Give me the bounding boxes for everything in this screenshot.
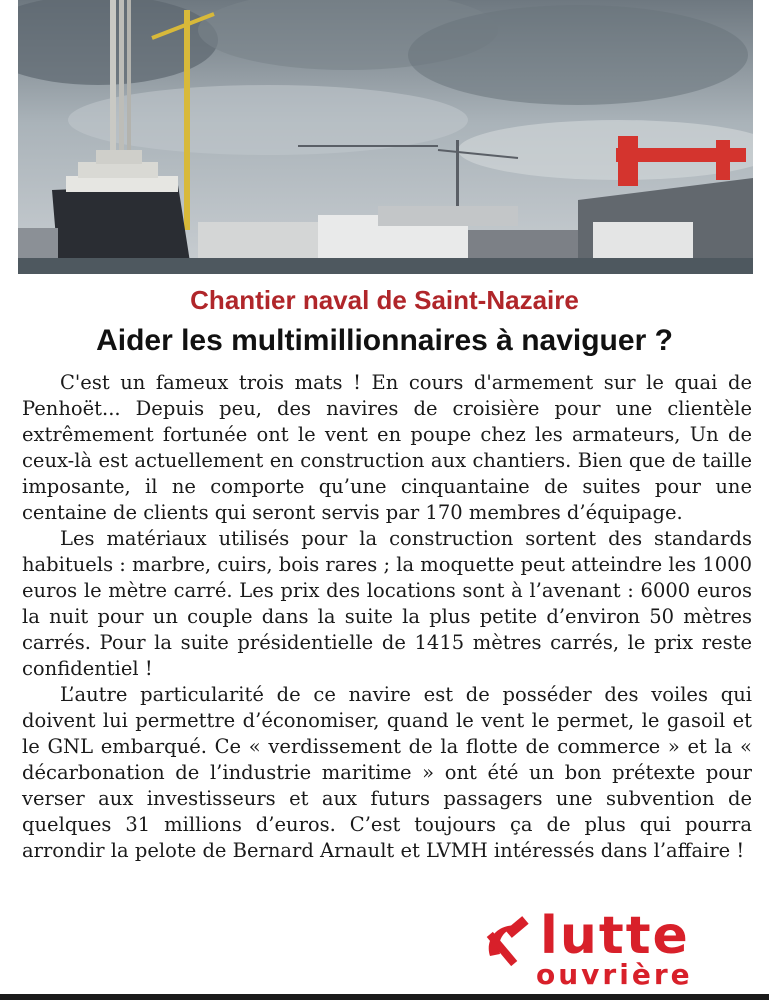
lutte-ouvriere-logo [478, 906, 758, 994]
article-paragraph: Les matériaux utilisés pour la construction sortent des standards habituels : marbre, cuirs, bois rares ; la moquette peut atteindre les 1000 euros le mètre carré. Les prix des locations sont à l’avenant : 6000 euros la nuit pour un couple dans la suite la plus petite d’environ 50 mètres carrés. Pour la suite présidentielle de 1415 mètres carrés, le prix reste confidentiel ! [22, 527, 752, 680]
article-body [22, 370, 752, 864]
article-paragraph: L’autre particularité de ce navire est de posséder des voiles qui doivent lui permettre d’économiser, quand le vent le permet, le gasoil et le GNL embarqué. Ce « verdissement de la flotte de commerce » et la « décarbonation de l’industrie maritime » ont été un bon prétexte pour verser aux investisseurs et aux futurs passagers une subvention de quelques 31 millions d’euros. C’est toujours ça de plus qui pourra arrondir la pelote de Bernard Arnault et LVMH intéressés dans l’affaire ! [22, 683, 752, 862]
article-kicker: Chantier naval de Saint-Nazaire [190, 285, 579, 315]
logo-word: lutte [540, 906, 690, 966]
article-headline: Aider les multimillionnaires à naviguer ? [96, 324, 673, 357]
hammer-sickle-icon [480, 916, 536, 972]
logo-subword: ouvrière [536, 958, 693, 991]
article-paragraph: C'est un fameux trois mats ! En cours d'armement sur le quai de Penhoët... Depuis peu, des navires de croisière pour une clientèle extrêmement fortunée ont le vent en poupe chez les armateurs, Un de ceux-là est actuellement en construction aux chantiers. Bien que de taille imposante, il ne comporte qu’une cinquantaine de suites pour une centaine de clients qui seront servis par 170 membres d’équipage. [22, 371, 752, 524]
bottom-rule [0, 994, 769, 1000]
shipyard-photo [18, 0, 753, 274]
